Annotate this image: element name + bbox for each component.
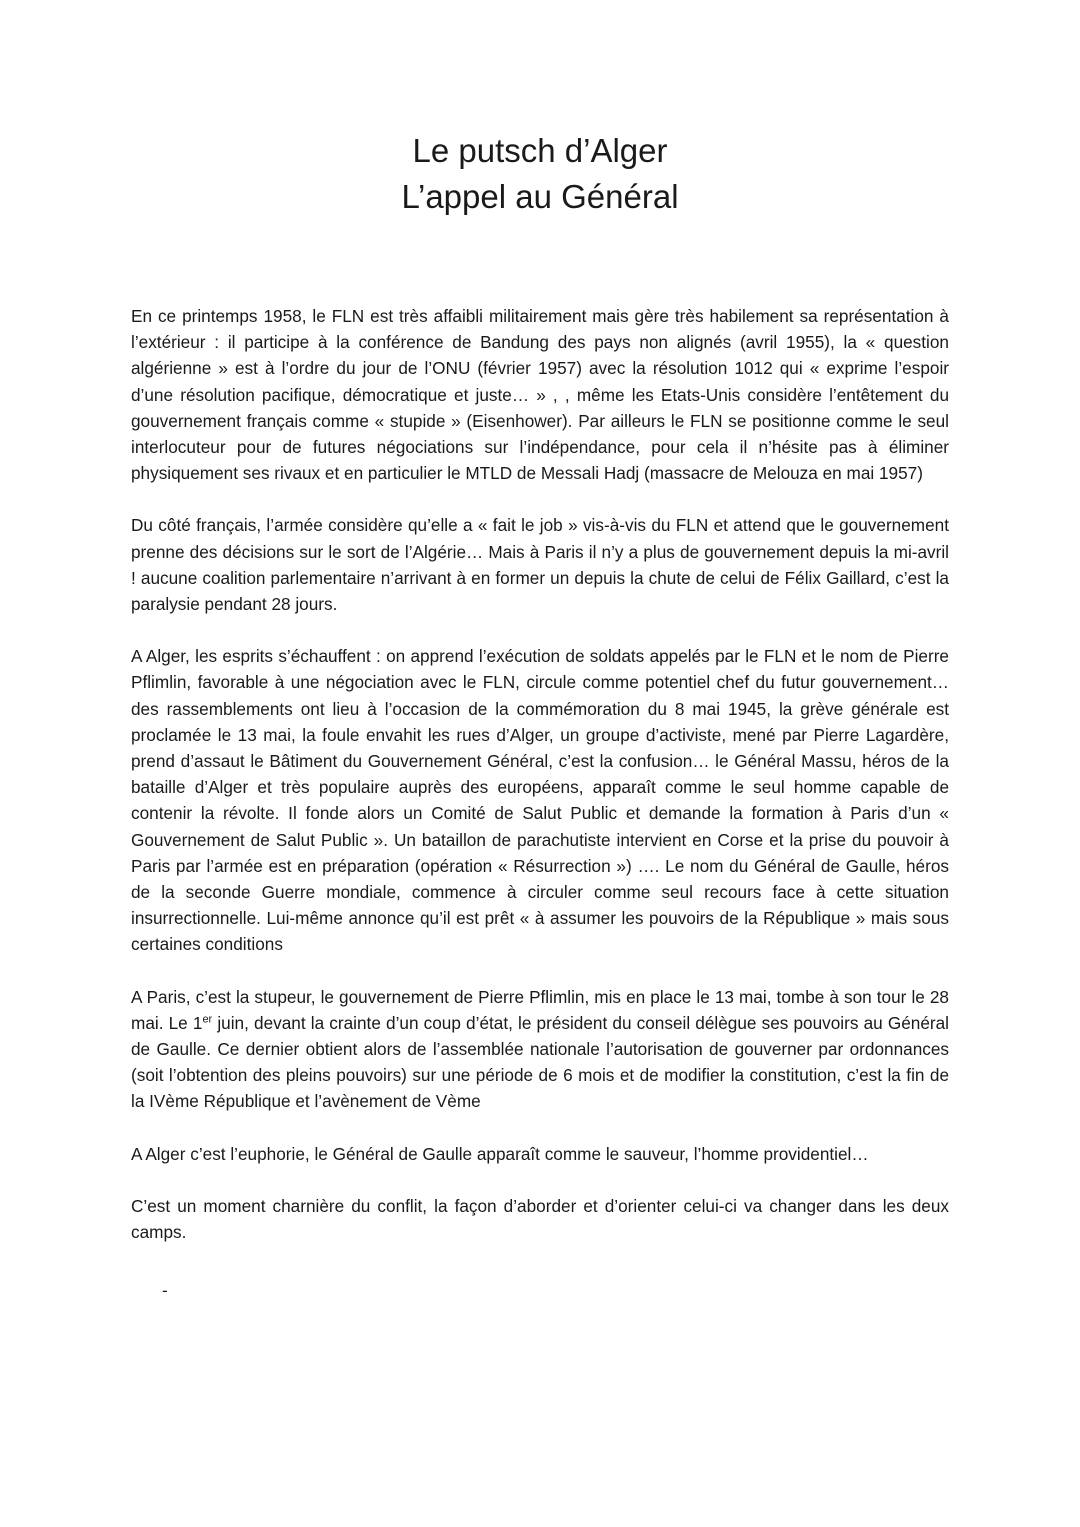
paragraph-4-text-end: juin, devant la crainte d’un coup d’état, le président du conseil délègue ses pouvoirs au Général de Gaulle. Ce dernier obtient alors de l’assemblée nationale l’autorisation de gouverner par ordonnances (soit l’obtention des pleins pouvoirs) sur une période de 6 mois et de modifier la constitution, c’est la fin de la IVème République et l’avènement de Vème <box>131 1012 949 1112</box>
paragraph-4-superscript: er <box>202 1013 213 1026</box>
paragraph-2: Du côté français, l’armée considère qu’elle a « fait le job » vis-à-vis du FLN et attend que le gouvernement prenne des décisions sur le sort de l’Algérie… Mais à Paris il n’y a plus de gouvernement depuis la mi-avril ! aucune coalition parlementaire n’arrivant à en former un depuis la chute de celui de Félix Gaillard, c’est la paralysie pendant 28 jours. <box>131 515 949 615</box>
trailing-dash: - <box>162 1281 168 1300</box>
title-line-1: Le putsch d’Alger <box>412 132 668 169</box>
paragraph-5: A Alger c’est l’euphorie, le Général de Gaulle apparaît comme le sauveur, l’homme providentiel… <box>131 1143 869 1164</box>
paragraph-3: A Alger, les esprits s’échauffent : on apprend l’exécution de soldats appelés par le FLN et le nom de Pierre Pflimlin, favorable à une négociation avec le FLN, circule comme potentiel chef du futur gouvernement… des rassemblements ont lieu à l’occasion de la commémoration du 8 mai 1945, la grève générale est proclamée le 13 mai, la foule envahit les rues d’Alger, un groupe d’activiste, mené par Pierre Lagardère, prend d’assaut le Bâtiment du Gouvernement Général, c’est la confusion… le Général Massu, héros de la bataille d’Alger et très populaire auprès des européens, apparaît comme le seul homme capable de contenir la révolte. Il fonde alors un Comité de Salut Public et demande la formation à Paris d’un « Gouvernement de Salut Public ». Un bataillon de parachutiste intervient en Corse et la prise du pouvoir à Paris par l’armée est en préparation (opération « Résurrection ») …. Le nom du Général de Gaulle, héros de la seconde Guerre mondiale, commence à circuler comme seul recours face à cette situation insurrectionnelle. Lui-même annonce qu’il est prêt « à assumer les pouvoirs de la République » mais sous certaines conditions <box>131 646 949 955</box>
paragraph-4-text-start: A Paris, c’est la stupeur, le gouvernement de Pierre Pflimlin, mis en place le 13 mai, tombe à son tour le 28 mai. Le 1 <box>131 986 949 1033</box>
title-line-2: L’appel au Général <box>401 178 679 215</box>
document-body <box>131 303 949 1271</box>
paragraph-4 <box>131 984 949 1115</box>
paragraph-1: En ce printemps 1958, le FLN est très affaibli militairement mais gère très habilement sa représentation à l’extérieur : il participe à la conférence de Bandung des pays non alignés (avril 1955), la « question algérienne » est à l’ordre du jour de l’ONU (février 1957) avec la résolution 1012 qui « exprime l’espoir d’une résolution pacifique, démocratique et juste… » , , même les Etats-Unis considère l’entêtement du gouvernement français comme « stupide » (Eisenhower). Par ailleurs le FLN se positionne comme le seul interlocuteur pour de futures négociations sur l’indépendance, pour cela il n’hésite pas à éliminer physiquement ses rivaux et en particulier le MTLD de Messali Hadj (massacre de Melouza en mai 1957) <box>131 306 949 484</box>
paragraph-6: C’est un moment charnière du conflit, la façon d’aborder et d’orienter celui-ci va changer dans les deux camps. <box>131 1195 949 1243</box>
document-title <box>0 128 1080 220</box>
